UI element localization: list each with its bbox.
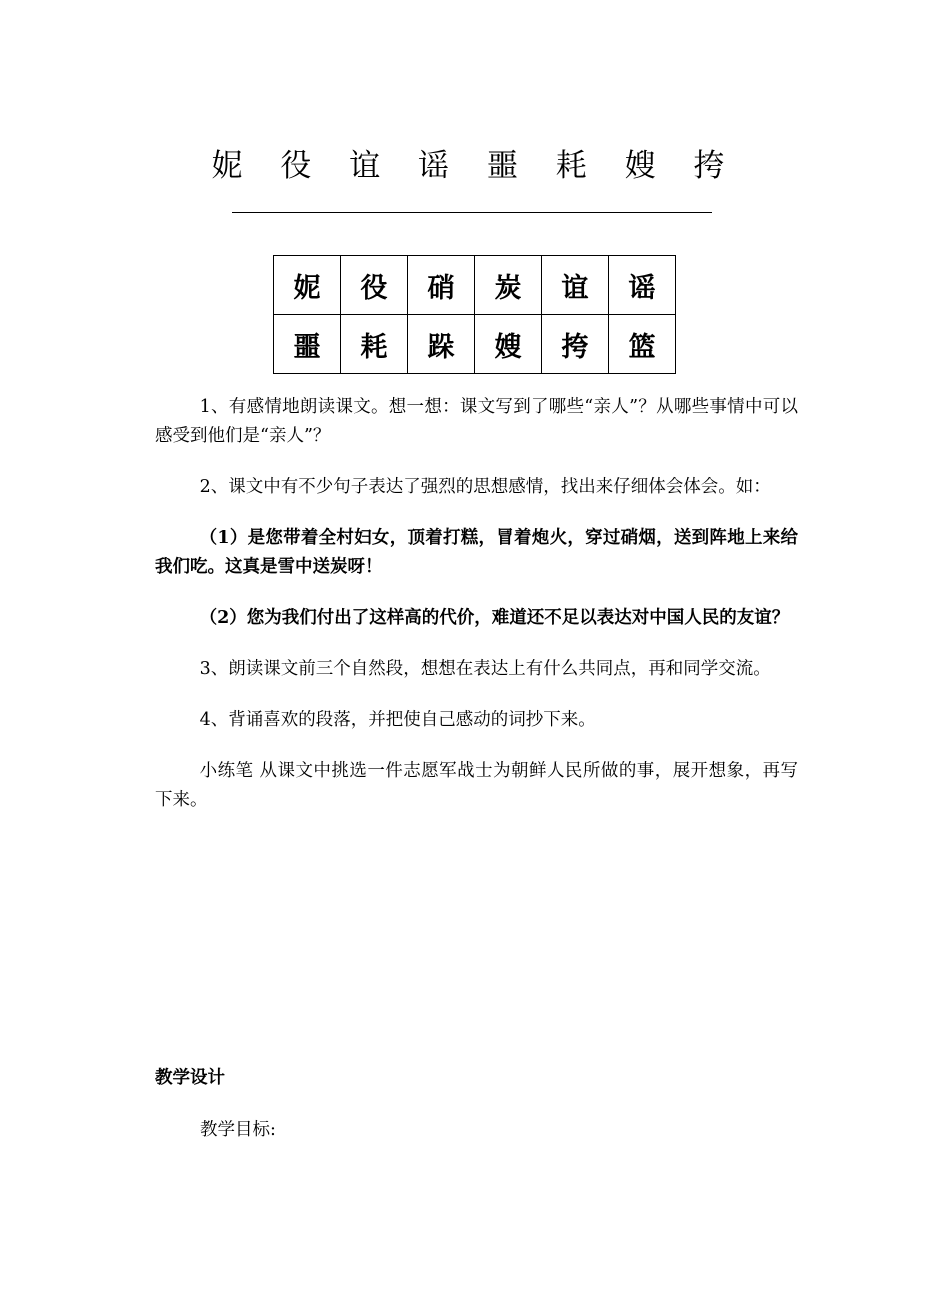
vocabulary-table (273, 255, 676, 374)
vocabulary-char: 跺 (408, 315, 475, 374)
vocabulary-char: 谊 (542, 256, 609, 315)
example-sentence-1: （1）是您带着全村妇女，顶着打糕，冒着炮火，穿过硝烟，送到阵地上来给我们吃。这真是雪中送炭呀！ (155, 528, 798, 577)
page-title: 妮 役 谊 谣 噩 耗 嫂 挎 (211, 148, 739, 184)
vocabulary-char: 谣 (609, 256, 676, 315)
vocabulary-char: 役 (341, 256, 408, 315)
vocabulary-char: 篮 (609, 315, 676, 374)
vocabulary-row (274, 315, 676, 374)
question-4: 4、背诵喜欢的段落，并把使自己感动的词抄下来。 (199, 710, 596, 730)
teaching-goal-label: 教学目标: (200, 1120, 276, 1140)
writing-practice: 小练笔 从课文中挑选一件志愿军战士为朝鲜人民所做的事，展开想象，再写下来。 (155, 761, 798, 810)
vocabulary-row (274, 256, 676, 315)
example-sentence-2: （2）您为我们付出了这样高的代价，难道还不足以表达对中国人民的友谊？ (199, 608, 790, 628)
vocabulary-char: 耗 (341, 315, 408, 374)
vocabulary-char: 妮 (274, 256, 341, 315)
question-3: 3、朗读课文前三个自然段，想想在表达上有什么共同点，再和同学交流。 (199, 659, 771, 679)
vocabulary-char: 炭 (475, 256, 542, 315)
section-heading: 教学设计 (155, 1068, 225, 1088)
title-underline (232, 212, 712, 213)
question-1: 1、有感情地朗读课文。想一想：课文写到了哪些“亲人”？从哪些事情中可以感受到他们是“亲人”？ (155, 397, 798, 446)
vocabulary-char: 硝 (408, 256, 475, 315)
vocabulary-char: 噩 (274, 315, 341, 374)
vocabulary-char: 挎 (542, 315, 609, 374)
question-2: 2、课文中有不少句子表达了强烈的思想感情，找出来仔细体会体会。如： (199, 477, 771, 497)
exercise-list (155, 393, 798, 837)
vocabulary-char: 嫂 (475, 315, 542, 374)
